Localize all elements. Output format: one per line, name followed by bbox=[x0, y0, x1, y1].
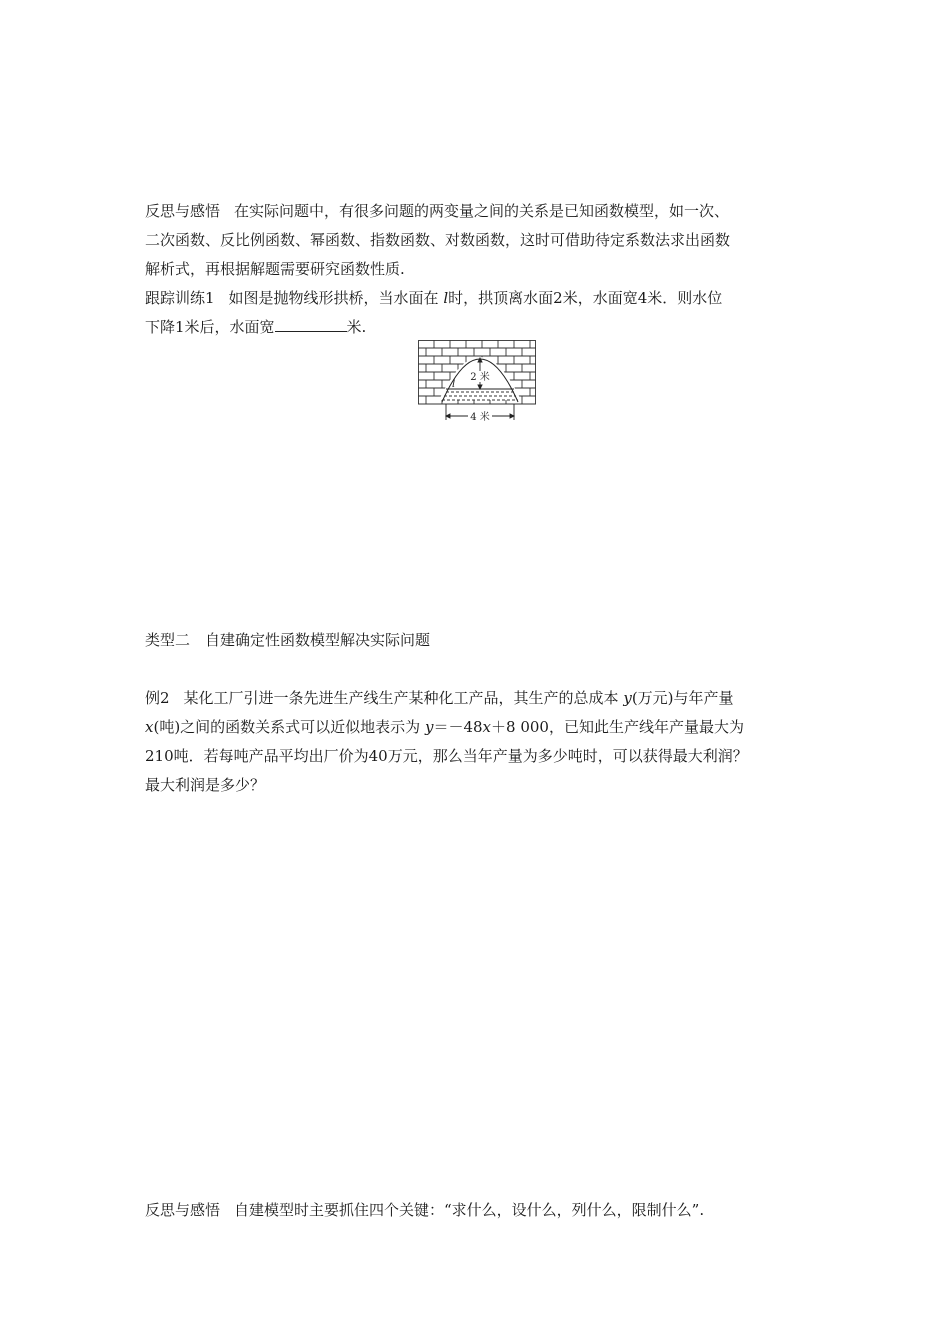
variable-x: x bbox=[145, 718, 154, 736]
text-span: 米. bbox=[346, 318, 367, 336]
reflection-heading: 反思与感悟 bbox=[145, 202, 221, 220]
text-line: 解析式，再根据解题需要研究函数性质. bbox=[145, 260, 405, 278]
text-line bbox=[145, 1196, 825, 1225]
height-label: 2 米 bbox=[470, 372, 490, 383]
variable-y: y bbox=[424, 718, 434, 736]
reflection-paragraph-2 bbox=[145, 1196, 825, 1225]
variable-y: y bbox=[623, 689, 632, 707]
text-line: 二次函数、反比例函数、幂函数、指数函数、对数函数，这时可借助待定系数法求出函数 bbox=[145, 231, 731, 249]
text-line: 最大利润是多少？ bbox=[145, 776, 266, 794]
text-span: 时，拱顶离水面2米，水面宽4米．则水位 bbox=[448, 289, 723, 307]
example-2 bbox=[145, 684, 825, 800]
text-span: 在实际问题中，有很多问题的两变量之间的关系是已知函数模型，如一次、 bbox=[234, 202, 730, 220]
text-span: 自建模型时主要抓住四个关键：“求什么，设什么，列什么，限制什么”. bbox=[234, 1201, 705, 1219]
text-span: 某化工厂引进一条先进生产线生产某种化工产品，其生产的总成本 bbox=[183, 689, 619, 707]
example-heading: 例2 bbox=[145, 689, 170, 707]
text-line bbox=[145, 284, 825, 313]
text-line: 210吨．若每吨产品平均出厂价为40万元，那么当年产量为多少吨时，可以获得最大利润？ bbox=[145, 747, 748, 765]
text-span: 如图是抛物线形拱桥，当水面在 bbox=[228, 289, 439, 307]
text-span: ＋8 000，已知此生产线年产量最大为 bbox=[491, 718, 744, 736]
answer-blank[interactable] bbox=[275, 315, 347, 332]
exercise-heading: 跟踪训练1 bbox=[145, 289, 215, 307]
text-line bbox=[145, 684, 825, 713]
section-title: 类型二 自建确定性函数模型解决实际问题 bbox=[145, 631, 431, 649]
text-line bbox=[145, 197, 825, 226]
text-span: (万元)与年产量 bbox=[631, 689, 734, 707]
section-type-2 bbox=[145, 626, 825, 655]
text-span: 下降1米后，水面宽 bbox=[145, 318, 275, 336]
reflection-paragraph-1 bbox=[145, 197, 825, 284]
text-line bbox=[145, 313, 825, 342]
text-span: ＝－48 bbox=[433, 718, 483, 736]
exercise-1 bbox=[145, 284, 825, 342]
variable-l: l bbox=[443, 289, 449, 307]
variable-x: x bbox=[482, 718, 492, 736]
text-span: (吨)之间的函数关系式可以近似地表示为 bbox=[153, 718, 421, 736]
width-label: 4 米 bbox=[470, 412, 490, 423]
arch-bridge-diagram bbox=[418, 340, 536, 426]
text-line bbox=[145, 713, 825, 742]
water-level-label: l bbox=[452, 379, 456, 390]
arch-bridge-figure bbox=[418, 340, 536, 426]
reflection-heading: 反思与感悟 bbox=[145, 1201, 221, 1219]
